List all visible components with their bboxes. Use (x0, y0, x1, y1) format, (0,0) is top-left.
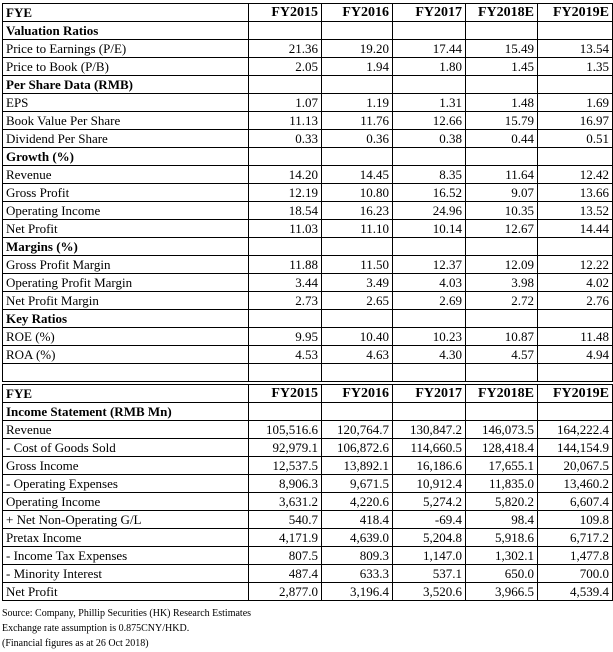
value-cell: 11.10 (322, 220, 393, 238)
row-label: EPS (3, 94, 249, 112)
empty-cell (538, 403, 613, 421)
fx-note: Exchange rate assumption is 0.875CNY/HKD. (2, 623, 190, 634)
value-cell: 120,764.7 (322, 421, 393, 439)
value-cell: 21.36 (249, 40, 322, 58)
value-cell: 12.67 (466, 220, 538, 238)
empty-cell (249, 238, 322, 256)
value-cell: 1,302.1 (466, 547, 538, 565)
value-cell: 1.19 (322, 94, 393, 112)
table-row (3, 328, 613, 346)
row-label: ROA (%) (3, 346, 249, 364)
empty-cell (322, 364, 393, 382)
table-row (3, 58, 613, 76)
value-cell: 3,631.2 (249, 493, 322, 511)
empty-cell (466, 403, 538, 421)
value-cell: 11.48 (538, 328, 613, 346)
table-row (3, 130, 613, 148)
empty-cell (393, 310, 466, 328)
section-label: Margins (%) (3, 238, 249, 256)
row-label: Net Profit Margin (3, 292, 249, 310)
value-cell: 114,660.5 (393, 439, 466, 457)
value-cell: 807.5 (249, 547, 322, 565)
row-label: + Net Non-Operating G/L (3, 511, 249, 529)
empty-cell (538, 238, 613, 256)
value-cell: 3,520.6 (393, 583, 466, 601)
value-cell: 1.48 (466, 94, 538, 112)
value-cell: 8.35 (393, 166, 466, 184)
table-row (3, 565, 613, 583)
year-header: FY2019E (538, 385, 613, 403)
year-header: FY2018E (466, 4, 538, 22)
value-cell: 1,147.0 (393, 547, 466, 565)
value-cell: 1,477.8 (538, 547, 613, 565)
empty-cell (249, 148, 322, 166)
empty-cell (322, 310, 393, 328)
value-cell: 5,204.8 (393, 529, 466, 547)
value-cell: 1.31 (393, 94, 466, 112)
section-label: Growth (%) (3, 148, 249, 166)
table-row (3, 184, 613, 202)
value-cell: 15.49 (466, 40, 538, 58)
footnotes (2, 606, 251, 651)
empty-cell (393, 22, 466, 40)
empty-cell (466, 364, 538, 382)
empty-cell (538, 76, 613, 94)
value-cell: 5,918.6 (466, 529, 538, 547)
table-row (3, 256, 613, 274)
row-label: - Cost of Goods Sold (3, 439, 249, 457)
value-cell: 10.87 (466, 328, 538, 346)
empty-cell (538, 148, 613, 166)
value-cell: 1.45 (466, 58, 538, 76)
value-cell: 4,171.9 (249, 529, 322, 547)
value-cell: 10.23 (393, 328, 466, 346)
value-cell: 1.94 (322, 58, 393, 76)
row-label: Operating Income (3, 202, 249, 220)
empty-cell (249, 364, 322, 382)
value-cell: 0.33 (249, 130, 322, 148)
value-cell: 0.36 (322, 130, 393, 148)
row-label: Price to Book (P/B) (3, 58, 249, 76)
value-cell: 11.13 (249, 112, 322, 130)
value-cell: 3,196.4 (322, 583, 393, 601)
year-header: FY2016 (322, 4, 393, 22)
section-row (3, 238, 613, 256)
empty-cell (322, 148, 393, 166)
year-header: FY2015 (249, 4, 322, 22)
value-cell: 17.44 (393, 40, 466, 58)
value-cell: 4.02 (538, 274, 613, 292)
table-row (3, 529, 613, 547)
table-row (3, 457, 613, 475)
value-cell: 487.4 (249, 565, 322, 583)
value-cell: 2.69 (393, 292, 466, 310)
empty-cell (466, 238, 538, 256)
section-row (3, 22, 613, 40)
value-cell: 11.88 (249, 256, 322, 274)
section-label: Income Statement (RMB Mn) (3, 403, 249, 421)
value-cell: 2.73 (249, 292, 322, 310)
table-row (3, 511, 613, 529)
empty-cell (249, 310, 322, 328)
value-cell: 12.19 (249, 184, 322, 202)
source-note: Source: Company, Phillip Securities (HK) Research Estimates (2, 608, 252, 619)
value-cell: 2,877.0 (249, 583, 322, 601)
header-label: FYE (3, 385, 249, 403)
value-cell: 4,220.6 (322, 493, 393, 511)
value-cell: 130,847.2 (393, 421, 466, 439)
value-cell: 98.4 (466, 511, 538, 529)
table-row (3, 493, 613, 511)
value-cell: 92,979.1 (249, 439, 322, 457)
value-cell: 4.03 (393, 274, 466, 292)
section-label: Per Share Data (RMB) (3, 76, 249, 94)
value-cell: 106,872.6 (322, 439, 393, 457)
value-cell: 17,655.1 (466, 457, 538, 475)
value-cell: -69.4 (393, 511, 466, 529)
value-cell: 0.44 (466, 130, 538, 148)
value-cell: 14.20 (249, 166, 322, 184)
section-row (3, 76, 613, 94)
value-cell: 11.76 (322, 112, 393, 130)
table-row (3, 439, 613, 457)
value-cell: 633.3 (322, 565, 393, 583)
value-cell: 146,073.5 (466, 421, 538, 439)
table-row (3, 166, 613, 184)
value-cell: 10.40 (322, 328, 393, 346)
empty-cell (393, 238, 466, 256)
value-cell: 0.38 (393, 130, 466, 148)
table-row (3, 40, 613, 58)
value-cell: 109.8 (538, 511, 613, 529)
value-cell: 16.23 (322, 202, 393, 220)
value-cell: 16.97 (538, 112, 613, 130)
empty-cell (466, 310, 538, 328)
row-label: - Operating Expenses (3, 475, 249, 493)
value-cell: 9.07 (466, 184, 538, 202)
value-cell: 20,067.5 (538, 457, 613, 475)
table-row (3, 421, 613, 439)
section-label: Key Ratios (3, 310, 249, 328)
section-row (3, 403, 613, 421)
row-label: Gross Profit Margin (3, 256, 249, 274)
value-cell: 5,820.2 (466, 493, 538, 511)
value-cell: 12.37 (393, 256, 466, 274)
value-cell: 3.44 (249, 274, 322, 292)
value-cell: 12.42 (538, 166, 613, 184)
value-cell: 700.0 (538, 565, 613, 583)
row-label: - Income Tax Expenses (3, 547, 249, 565)
value-cell: 14.45 (322, 166, 393, 184)
row-label: ROE (%) (3, 328, 249, 346)
value-cell: 4.57 (466, 346, 538, 364)
value-cell: 11.50 (322, 256, 393, 274)
table-row (3, 475, 613, 493)
empty-cell (393, 76, 466, 94)
value-cell: 1.69 (538, 94, 613, 112)
row-label: Gross Profit (3, 184, 249, 202)
year-header: FY2017 (393, 385, 466, 403)
empty-cell (249, 76, 322, 94)
empty-cell (393, 148, 466, 166)
value-cell: 809.3 (322, 547, 393, 565)
table-row (3, 94, 613, 112)
value-cell: 8,906.3 (249, 475, 322, 493)
value-cell: 9.95 (249, 328, 322, 346)
table-row (3, 583, 613, 601)
value-cell: 2.05 (249, 58, 322, 76)
empty-cell (393, 364, 466, 382)
value-cell: 164,222.4 (538, 421, 613, 439)
value-cell: 13.52 (538, 202, 613, 220)
value-cell: 18.54 (249, 202, 322, 220)
value-cell: 14.44 (538, 220, 613, 238)
value-cell: 16.52 (393, 184, 466, 202)
row-label: Price to Earnings (P/E) (3, 40, 249, 58)
empty-cell (538, 364, 613, 382)
year-header: FY2019E (538, 4, 613, 22)
empty-cell (466, 148, 538, 166)
value-cell: 10.14 (393, 220, 466, 238)
year-header: FY2017 (393, 4, 466, 22)
value-cell: 1.07 (249, 94, 322, 112)
value-cell: 144,154.9 (538, 439, 613, 457)
value-cell: 9,671.5 (322, 475, 393, 493)
value-cell: 1.80 (393, 58, 466, 76)
value-cell: 12.66 (393, 112, 466, 130)
value-cell: 418.4 (322, 511, 393, 529)
table-row (3, 220, 613, 238)
value-cell: 24.96 (393, 202, 466, 220)
asof-note: (Financial figures as at 26 Oct 2018) (2, 638, 149, 649)
row-label: Dividend Per Share (3, 130, 249, 148)
row-label: Net Profit (3, 583, 249, 601)
empty-cell (322, 22, 393, 40)
value-cell: 6,717.2 (538, 529, 613, 547)
empty-cell (249, 403, 322, 421)
header-row (3, 4, 613, 22)
empty-cell (538, 22, 613, 40)
empty-cell (249, 22, 322, 40)
value-cell: 12.22 (538, 256, 613, 274)
value-cell: 1.35 (538, 58, 613, 76)
header-row (3, 385, 613, 403)
value-cell: 10,912.4 (393, 475, 466, 493)
section-label: Valuation Ratios (3, 22, 249, 40)
table-row (3, 112, 613, 130)
value-cell: 537.1 (393, 565, 466, 583)
empty-cell (322, 403, 393, 421)
row-label: Operating Profit Margin (3, 274, 249, 292)
value-cell: 4.53 (249, 346, 322, 364)
value-cell: 5,274.2 (393, 493, 466, 511)
table-row (3, 547, 613, 565)
value-cell: 10.35 (466, 202, 538, 220)
value-cell: 2.72 (466, 292, 538, 310)
row-label: Book Value Per Share (3, 112, 249, 130)
year-header: FY2018E (466, 385, 538, 403)
empty-cell (3, 364, 249, 382)
value-cell: 12,537.5 (249, 457, 322, 475)
value-cell: 4.94 (538, 346, 613, 364)
table-row (3, 274, 613, 292)
section-row (3, 310, 613, 328)
income-statement-table (2, 384, 613, 601)
value-cell: 10.80 (322, 184, 393, 202)
value-cell: 4,639.0 (322, 529, 393, 547)
ratios-table (2, 3, 613, 382)
value-cell: 540.7 (249, 511, 322, 529)
value-cell: 13.66 (538, 184, 613, 202)
value-cell: 3,966.5 (466, 583, 538, 601)
value-cell: 650.0 (466, 565, 538, 583)
value-cell: 16,186.6 (393, 457, 466, 475)
spacer-row (3, 364, 613, 382)
table-row (3, 202, 613, 220)
row-label: Revenue (3, 421, 249, 439)
value-cell: 13.54 (538, 40, 613, 58)
value-cell: 13,460.2 (538, 475, 613, 493)
empty-cell (393, 403, 466, 421)
value-cell: 4.63 (322, 346, 393, 364)
value-cell: 3.98 (466, 274, 538, 292)
value-cell: 128,418.4 (466, 439, 538, 457)
value-cell: 12.09 (466, 256, 538, 274)
row-label: Pretax Income (3, 529, 249, 547)
empty-cell (322, 76, 393, 94)
section-row (3, 148, 613, 166)
row-label: - Minority Interest (3, 565, 249, 583)
table-row (3, 346, 613, 364)
value-cell: 15.79 (466, 112, 538, 130)
row-label: Gross Income (3, 457, 249, 475)
table-row (3, 292, 613, 310)
empty-cell (538, 310, 613, 328)
value-cell: 2.76 (538, 292, 613, 310)
value-cell: 11.03 (249, 220, 322, 238)
year-header: FY2016 (322, 385, 393, 403)
value-cell: 4.30 (393, 346, 466, 364)
value-cell: 3.49 (322, 274, 393, 292)
value-cell: 2.65 (322, 292, 393, 310)
value-cell: 11.64 (466, 166, 538, 184)
value-cell: 105,516.6 (249, 421, 322, 439)
value-cell: 4,539.4 (538, 583, 613, 601)
header-label: FYE (3, 4, 249, 22)
year-header: FY2015 (249, 385, 322, 403)
row-label: Operating Income (3, 493, 249, 511)
value-cell: 19.20 (322, 40, 393, 58)
row-label: Net Profit (3, 220, 249, 238)
value-cell: 6,607.4 (538, 493, 613, 511)
empty-cell (466, 22, 538, 40)
value-cell: 0.51 (538, 130, 613, 148)
value-cell: 11,835.0 (466, 475, 538, 493)
value-cell: 13,892.1 (322, 457, 393, 475)
row-label: Revenue (3, 166, 249, 184)
empty-cell (466, 76, 538, 94)
empty-cell (322, 238, 393, 256)
